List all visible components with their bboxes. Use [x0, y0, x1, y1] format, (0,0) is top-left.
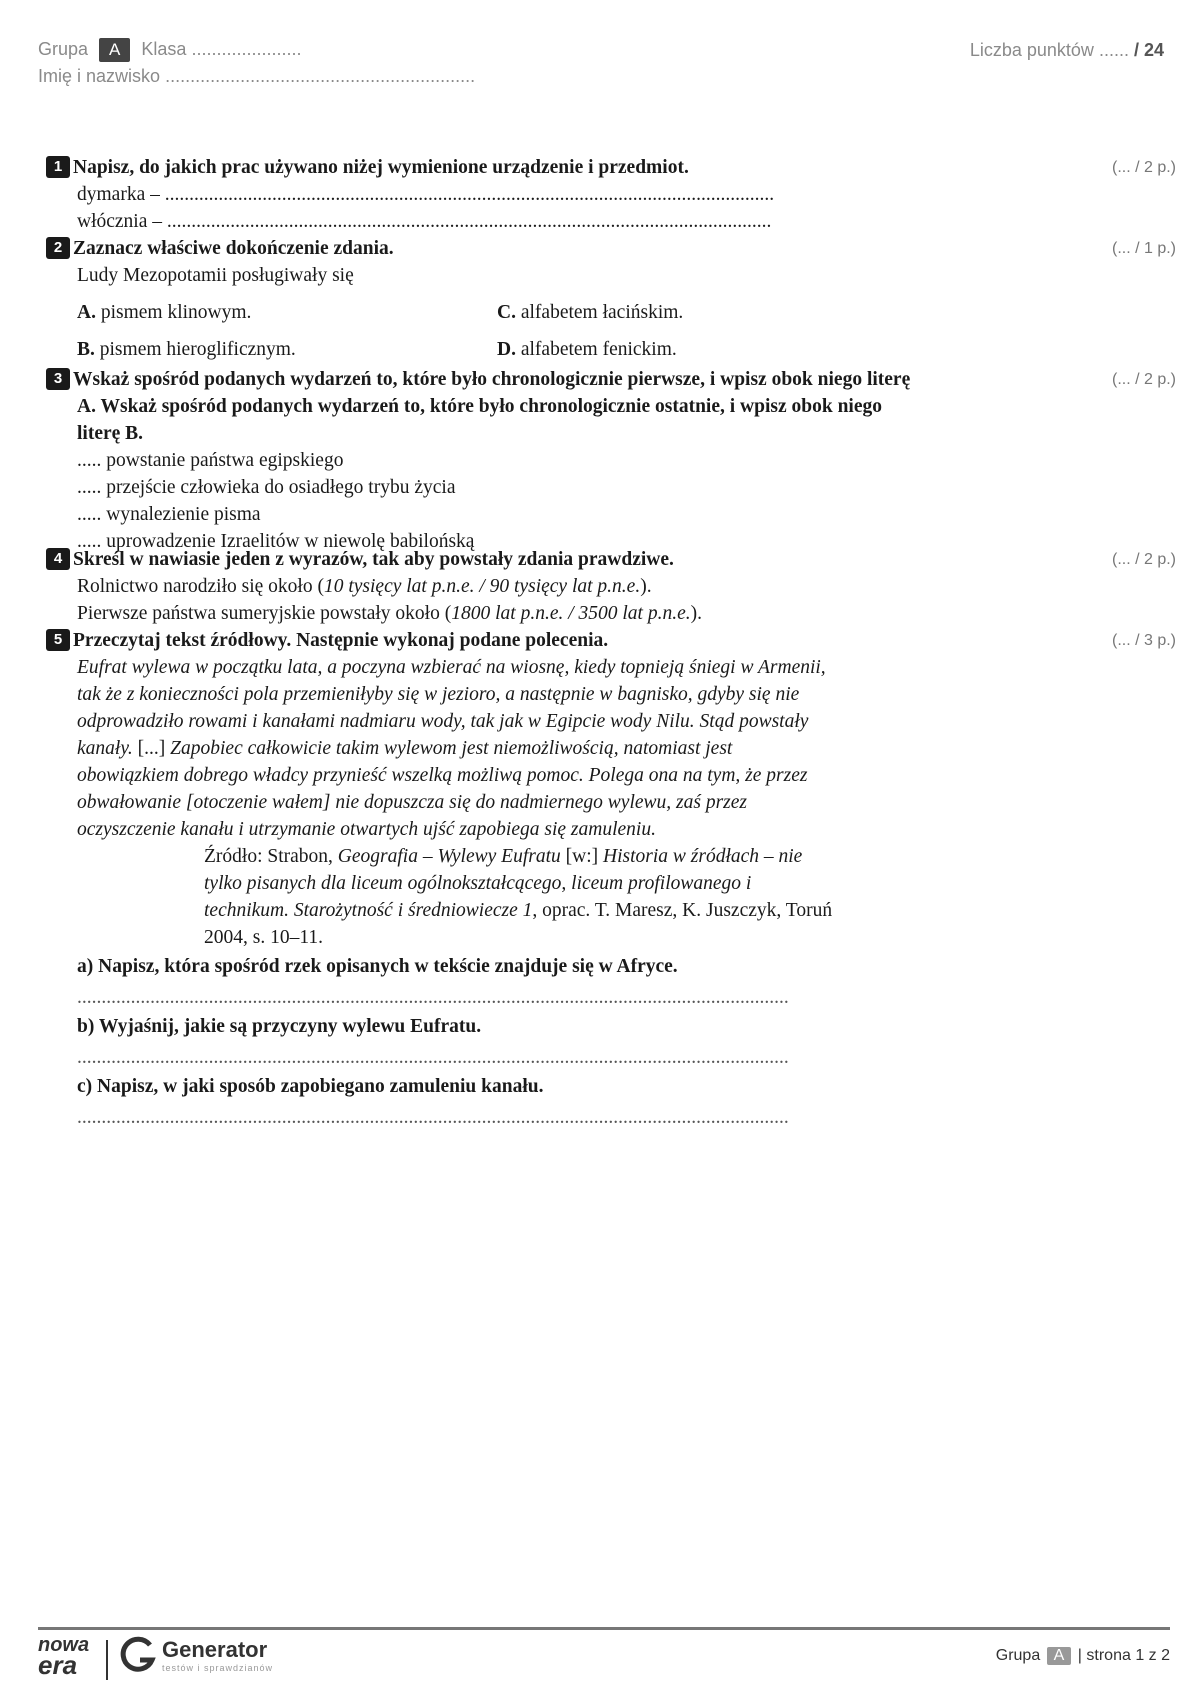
task-3-points: (... / 2 p.) — [1111, 371, 1176, 388]
task-2-title: Zaznacz właściwe dokończenie zdania. — [73, 238, 394, 259]
name-field[interactable]: .............................................................. — [165, 66, 476, 86]
task-5 — [46, 627, 1176, 1131]
subtask-b-answer-line[interactable]: .................................................................................................................................................. — [77, 1047, 789, 1068]
task-4-choice-1[interactable]: 10 tysięcy lat p.n.e. / 90 tysięcy lat p.n.e. — [323, 576, 641, 597]
task-4 — [46, 546, 1176, 627]
task-2-options-row-1 — [46, 299, 1176, 326]
footer-page-info — [996, 1647, 1170, 1665]
header-group-row — [38, 38, 301, 62]
score-label: Liczba punktów — [969, 40, 1094, 60]
task-2-options-row-2 — [46, 336, 1176, 363]
task-3-title: Wskaż spośród podanych wydarzeń to, które było chronologicznie pierwsze, i wpisz obok niego literę A. Wskaż spośród podanych wydarzeń to, które było chronologicznie ostatnie, i wpisz obok niego literę B. — [73, 369, 911, 444]
task-4-sentence-2: Pierwsze państwa sumeryjskie powstały około (1800 lat p.n.e. / 3500 lat p.n.e.). — [77, 603, 703, 624]
task-4-number: 4 — [46, 548, 70, 570]
option-a[interactable]: A. pismem klinowym. — [77, 302, 252, 323]
task-3-item-4[interactable]: ..... uprowadzenie Izraelitów w niewolę babilońską — [77, 531, 475, 552]
subtask-b: b) Wyjaśnij, jakie są przyczyny wylewu Eufratu. — [77, 1016, 482, 1037]
task-2-points: (... / 1 p.) — [1111, 240, 1176, 257]
logo-divider — [106, 1640, 108, 1680]
class-label: Klasa — [141, 39, 187, 59]
score-total: / 24 — [1133, 40, 1164, 60]
task-4-choice-2[interactable]: 1800 lat p.n.e. / 3500 lat p.n.e. — [451, 603, 691, 624]
name-label: Imię i nazwisko — [38, 66, 161, 86]
class-field[interactable]: ...................... — [191, 39, 302, 59]
header-name-row — [38, 66, 475, 87]
source-text: Eufrat wylewa w początku lata, a poczyna wzbierać na wiosnę, kiedy topnieją śniegi w Armenii, tak że z konieczności pola przemieniłyby się w jezioro, a następnie w bagnisko, gdyby się nie odprowadziło rowami i kanałami nadmiaru wody, tak jak w Egipcie wody Nilu. Stąd powstały kanały. [...] Zapobiec całkowicie takim wylewom jest niemożliwością, natomiast jest obowiązkiem dobrego władcy przynieść wszelką możliwą pomoc. Polega ona na tym, że przez obwałowanie [otoczenie wałem] nie dopuszcza się do nadmiernego wylewu, zaś przez oczyszczenie kanału i utrzymanie otwartych ujść zapobiega się zamuleniu. — [77, 657, 826, 840]
task-1-number: 1 — [46, 156, 70, 178]
option-b[interactable]: B. pismem hieroglificznym. — [77, 339, 296, 360]
generator-g-icon — [120, 1636, 156, 1676]
task-3 — [46, 366, 1176, 555]
task-1-answer-line-1[interactable]: dymarka – ............................................................................................................................. — [77, 184, 775, 205]
task-4-sentence-1: Rolnictwo narodziło się około (10 tysięcy lat p.n.e. / 90 tysięcy lat p.n.e.). — [77, 576, 652, 597]
task-2 — [46, 235, 1176, 363]
generator-logo-text: Generator — [162, 1637, 268, 1662]
task-3-item-2[interactable]: ..... przejście człowieka do osiadłego trybu życia — [77, 477, 456, 498]
task-3-item-1[interactable]: ..... powstanie państwa egipskiego — [77, 450, 344, 471]
footer-group-badge: A — [1047, 1647, 1072, 1665]
subtask-a: a) Napisz, która spośród rzek opisanych w tekście znajduje się w Afryce. — [77, 956, 678, 977]
footer-rule — [38, 1627, 1170, 1630]
task-1-points: (... / 2 p.) — [1111, 159, 1176, 176]
task-4-title: Skreśl w nawiasie jeden z wyrazów, tak aby powstały zdania prawdziwe. — [73, 549, 674, 570]
task-3-item-3[interactable]: ..... wynalezienie pisma — [77, 504, 261, 525]
subtask-c: c) Napisz, w jaki sposób zapobiegano zamuleniu kanału. — [77, 1076, 544, 1097]
option-c[interactable]: C. alfabetem łacińskim. — [497, 302, 684, 323]
task-2-stem: Ludy Mezopotamii posługiwały się — [77, 265, 354, 286]
group-label: Grupa — [38, 39, 89, 59]
task-1 — [46, 154, 1176, 235]
option-d[interactable]: D. alfabetem fenickim. — [497, 339, 677, 360]
task-3-number: 3 — [46, 368, 70, 390]
page-number: | strona 1 z 2 — [1077, 1647, 1170, 1664]
subtask-c-answer-line[interactable]: .................................................................................................................................................. — [77, 1107, 789, 1128]
task-5-points: (... / 3 p.) — [1111, 632, 1176, 649]
task-4-points: (... / 2 p.) — [1111, 551, 1176, 568]
task-5-title: Przeczytaj tekst źródłowy. Następnie wykonaj podane polecenia. — [73, 630, 609, 651]
source-citation: Źródło: Strabon, Geografia – Wylewy Eufratu [w:] Historia w źródłach – nie tylko pisanych dla liceum ogólnokształcącego, liceum profilowanego i technikum. Starożytność i średniowiecze 1, oprac. T. Maresz, K. Juszczyk, Toruń 2004, s. 10–11. — [204, 846, 833, 948]
task-2-number: 2 — [46, 237, 70, 259]
task-5-number: 5 — [46, 629, 70, 651]
generator-tagline: testów i sprawdzianów — [162, 1663, 274, 1673]
subtask-a-answer-line[interactable]: .................................................................................................................................................. — [77, 987, 789, 1008]
task-1-title: Napisz, do jakich prac używano niżej wymienione urządzenie i przedmiot. — [73, 157, 689, 178]
group-badge: A — [99, 38, 130, 62]
score-box — [970, 40, 1164, 61]
task-1-answer-line-2[interactable]: włócznia – ............................................................................................................................ — [77, 211, 772, 232]
nowa-era-logo: nowa era — [38, 1634, 90, 1680]
score-field[interactable]: ...... — [1098, 40, 1129, 60]
footer-group-label: Grupa — [995, 1647, 1041, 1664]
